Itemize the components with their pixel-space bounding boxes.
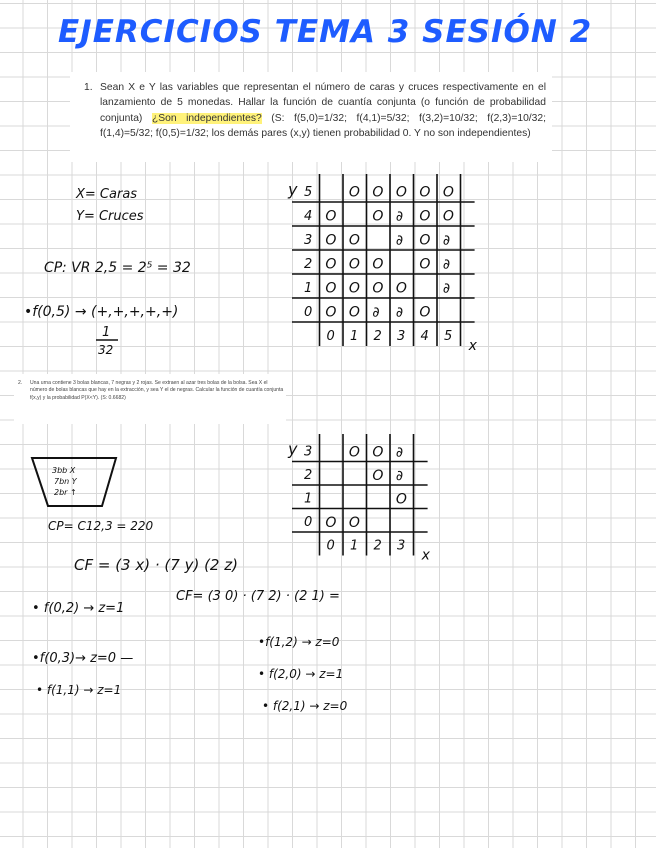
table-cell: O <box>419 208 431 225</box>
table-cell: O <box>395 184 407 201</box>
row-label: 3 <box>304 233 313 248</box>
x-axis-label: x <box>421 547 430 564</box>
column-label: 4 <box>420 329 429 344</box>
note-f12: •f(1,2) → z=0 <box>258 635 340 649</box>
page-title: EJERCICIOS TEMA 3 SESIÓN 2 <box>58 14 593 50</box>
row-label: 2 <box>304 468 313 484</box>
table-cell: O <box>372 280 384 297</box>
y-axis-label: y <box>288 179 298 199</box>
column-label: 2 <box>373 329 382 344</box>
table-cell: ∂ <box>442 280 451 297</box>
exercise-2-number: 2. <box>18 380 23 386</box>
table-cell: O <box>419 304 431 321</box>
table-cell: ∂ <box>395 444 404 461</box>
table-cell: O <box>419 184 431 201</box>
row-label: 0 <box>304 515 313 531</box>
note-f11: • f(1,1) → z=1 <box>36 683 122 697</box>
note-cf-example: CF= (3 0) · (7 2) · (2 1) = <box>176 589 340 604</box>
note-frac-denominator: 32 <box>98 343 114 357</box>
column-label: 5 <box>444 329 453 344</box>
table-cell: O <box>325 232 337 249</box>
column-label: 1 <box>350 329 359 344</box>
column-label: 3 <box>397 329 406 344</box>
table-cell: ∂ <box>395 232 404 249</box>
table-cell: O <box>348 280 360 297</box>
table-cell: O <box>372 467 384 484</box>
table-cell: O <box>348 514 360 531</box>
joint-table-1 <box>287 174 478 354</box>
table-cell: ∂ <box>442 232 451 249</box>
note-f05: •f(0,5) → (+,+,+,+,+) <box>24 304 179 320</box>
table-cell: ∂ <box>372 304 380 321</box>
note-x-definition: X= Caras <box>76 187 138 202</box>
note-f02: • f(0,2) → z=1 <box>32 601 125 616</box>
table-cell: O <box>325 280 337 297</box>
table-cell: O <box>348 304 360 321</box>
row-label: 4 <box>304 209 313 224</box>
table-cell: O <box>325 304 337 321</box>
table-cell: ∂ <box>395 467 404 484</box>
table-cell: O <box>372 256 384 273</box>
x-axis-label: x <box>468 338 477 354</box>
table-cell: O <box>372 208 384 225</box>
table-cell: O <box>325 208 337 225</box>
table-cell: O <box>348 232 360 249</box>
column-label: 1 <box>350 538 359 554</box>
note-cp-formula: CP: VR 2,5 = 2⁵ = 32 <box>44 260 191 276</box>
table-cell: ∂ <box>395 304 404 321</box>
highlighted-question: ¿Son independientes? <box>151 112 262 124</box>
row-label: 1 <box>304 281 313 296</box>
table-cell: O <box>442 208 454 225</box>
note-y-definition: Y= Cruces <box>76 209 144 224</box>
table-cell: O <box>395 280 407 297</box>
urn-line-3: 2br ↑ <box>54 488 77 497</box>
table-cell: O <box>419 256 431 273</box>
table-cell: ∂ <box>442 256 451 273</box>
table-cell: O <box>348 444 360 461</box>
note-cp-combinations: CP= C12,3 = 220 <box>48 519 154 533</box>
note-cf-formula: CF = (3 x) · (7 y) (2 z) <box>74 556 238 574</box>
table-cell: O <box>395 491 407 508</box>
column-label: 3 <box>397 538 406 554</box>
exercise-2-text: Una urna contiene 3 bolas blancas, 7 negras y 2 rojas. Se extraen al azar tres bolas de la bolsa. Sea X el número de bolas blancas que hay en la extracción, y sea Y el de negras. Calcular la función de cuantía conjunta f(x,y) y la probabilidad P(X<Y). (S: 0.6682) <box>30 380 284 401</box>
column-label: 0 <box>326 329 335 344</box>
row-label: 1 <box>304 491 313 507</box>
urn-line-2: 7bn Y <box>54 477 77 486</box>
joint-table-2 <box>287 434 431 564</box>
y-axis-label: y <box>288 439 298 459</box>
exercise-1-number: 1. <box>84 82 93 93</box>
table-cell: O <box>325 514 337 531</box>
table-cell: O <box>348 256 360 273</box>
note-f21: • f(2,1) → z=0 <box>262 699 348 713</box>
table-cell: O <box>419 232 431 249</box>
row-label: 0 <box>304 305 313 320</box>
row-label: 3 <box>304 444 313 460</box>
note-frac-numerator: 1 <box>102 325 111 340</box>
column-label: 0 <box>326 538 335 554</box>
table-cell: O <box>372 444 384 461</box>
table-cell: O <box>348 184 360 201</box>
table-cell: ∂ <box>395 208 404 225</box>
table-cell: O <box>325 256 337 273</box>
urn-line-1: 3bb X <box>52 466 76 475</box>
exercise-1-solution: (S: f(5,0)=1/32; f(4,1)=5/32; f(3,2)=10/32; f(2,3)=10/32; f(1,4)=5/32; f(0,5)=1/32; los demás pares (x,y) tienen probabilidad 0. Y no son independientes) <box>100 112 546 139</box>
row-label: 2 <box>304 257 313 272</box>
table-cell: O <box>442 184 454 201</box>
exercise-1-text-start: Sean X e Y las variables que representan el número de caras y cruces respectivamente en el lanzamiento de 5 monedas. Hallar la función de cuantía conjunta (o función de probabilidad conjunta) <box>100 82 546 124</box>
note-f03: •f(0,3)→ z=0 — <box>32 651 134 666</box>
table-cell: O <box>372 184 384 201</box>
note-f20: • f(2,0) → z=1 <box>258 667 344 681</box>
column-label: 2 <box>373 538 382 554</box>
row-label: 5 <box>304 185 313 200</box>
